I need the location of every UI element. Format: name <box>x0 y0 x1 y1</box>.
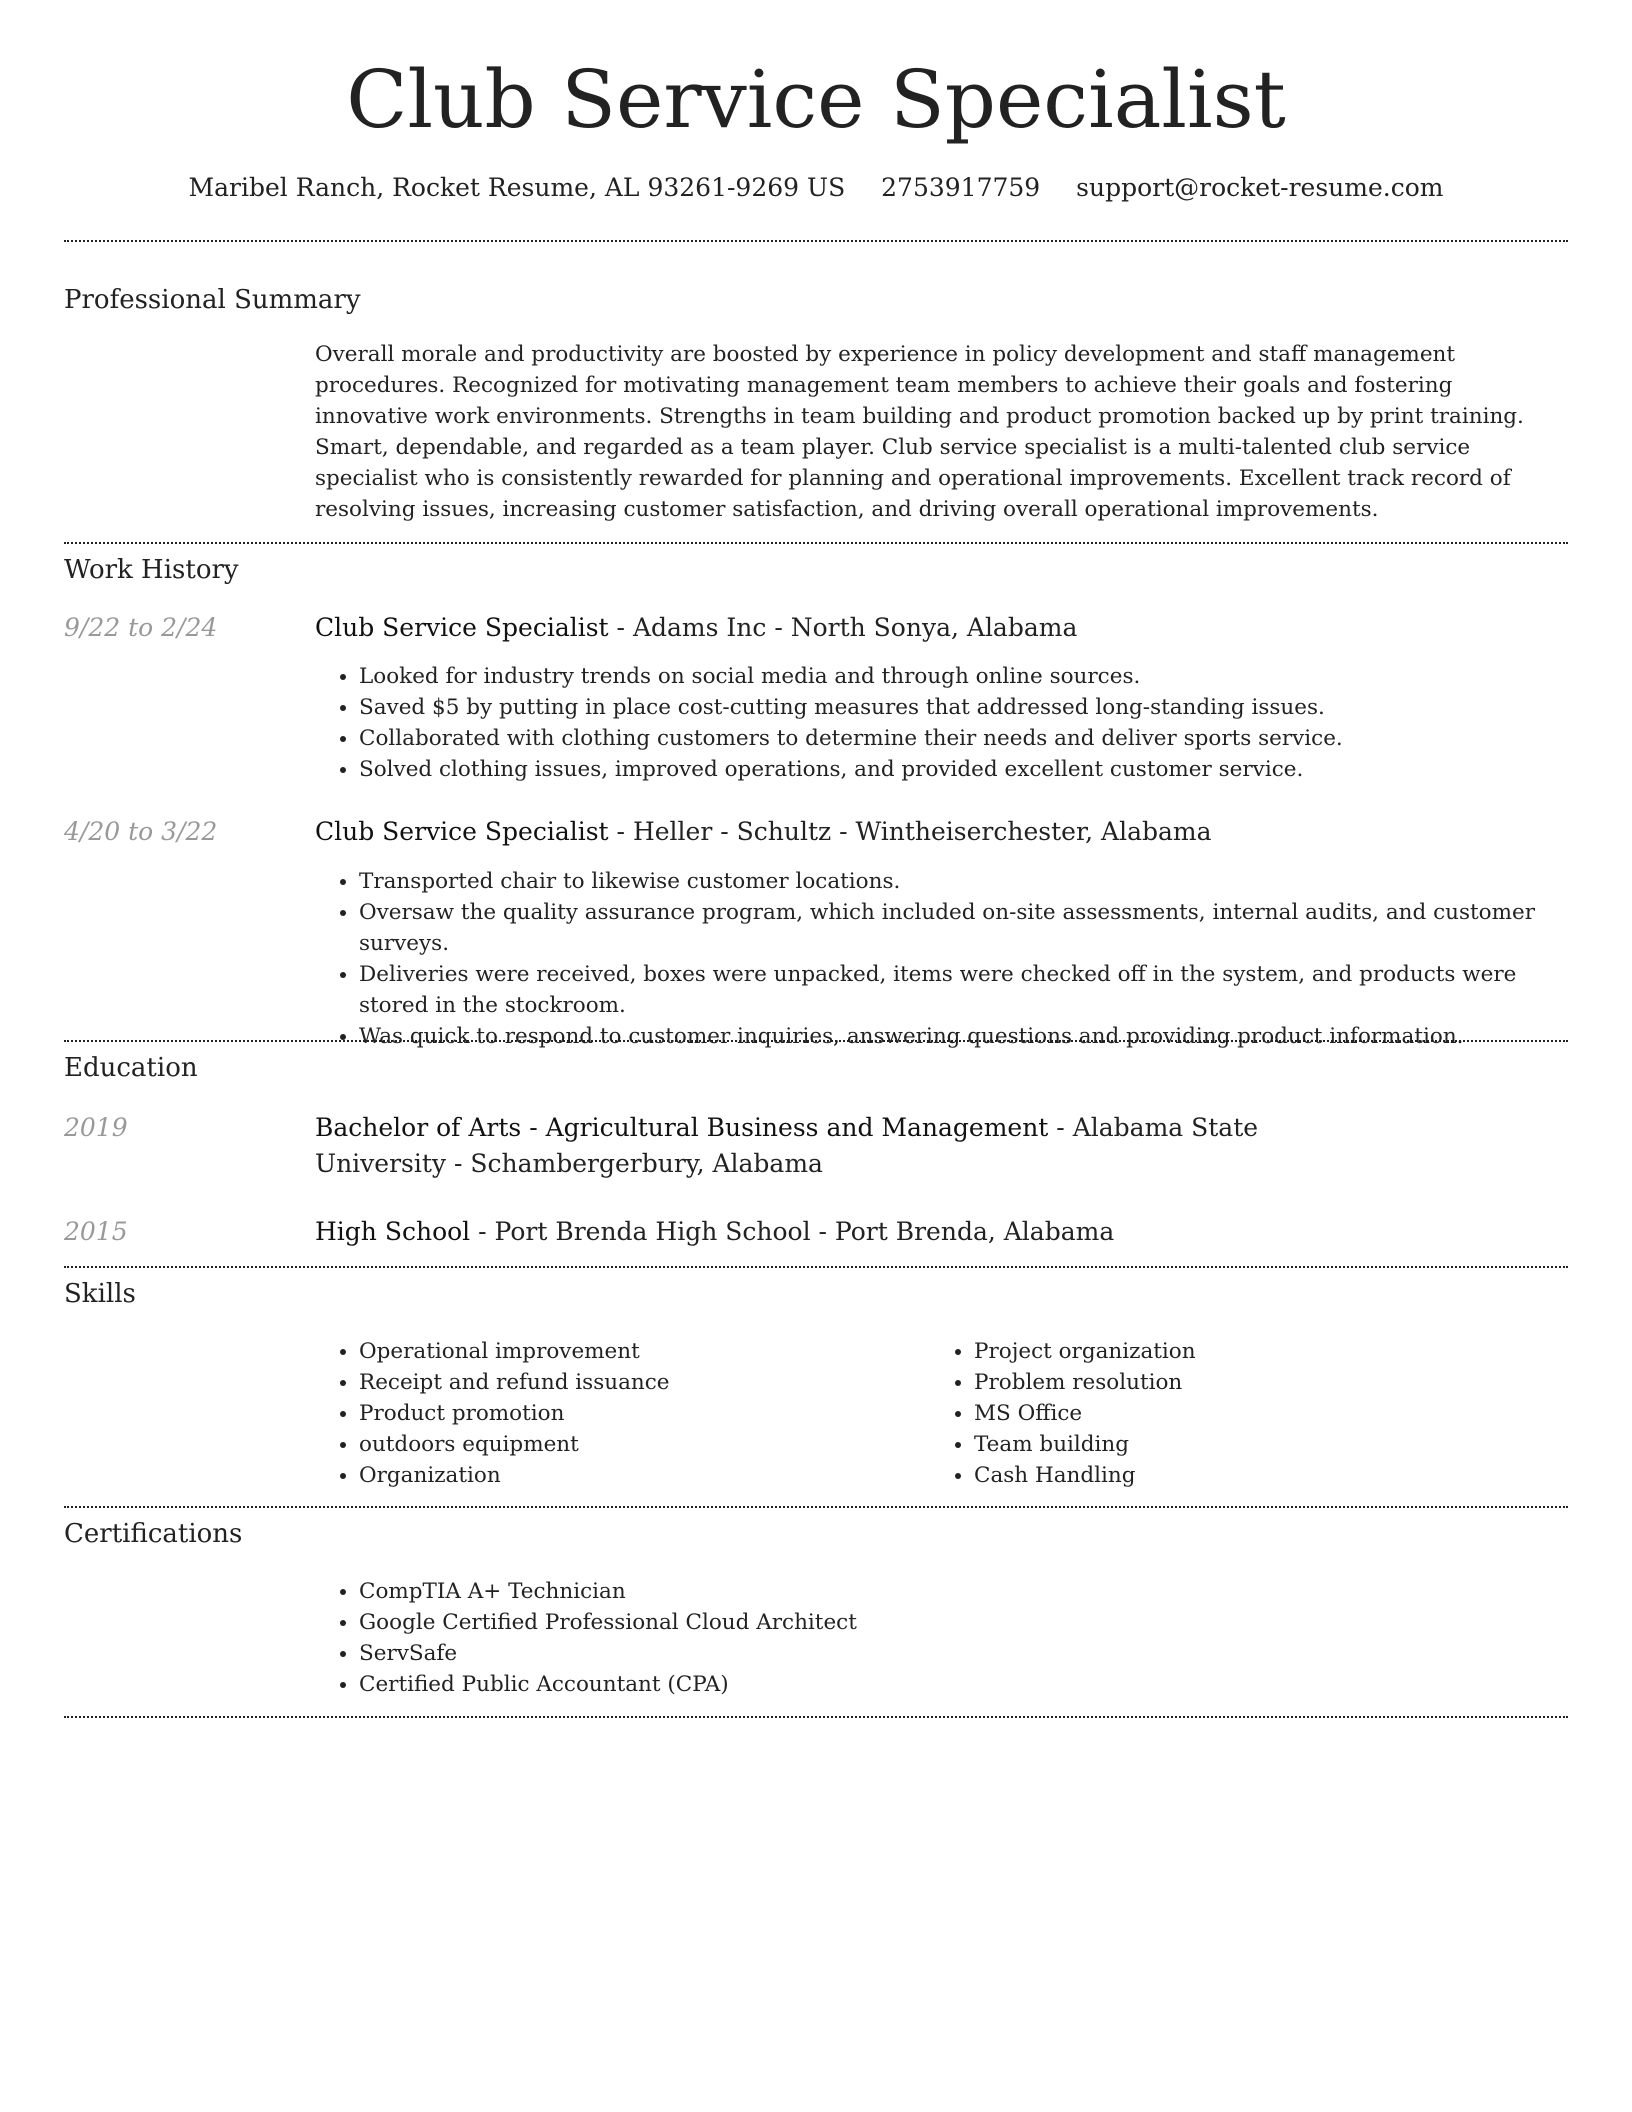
skill-item: • Product promotion <box>359 1398 915 1429</box>
education-degree: High School <box>315 1217 471 1246</box>
skill-item: • Receipt and refund issuance <box>359 1367 915 1398</box>
job-title <box>315 814 1568 850</box>
certifications-list <box>315 1576 1568 1700</box>
skills-column-right <box>930 1336 1530 1491</box>
contact-phone: 2753917759 <box>881 173 1041 202</box>
job-bullets <box>315 661 1568 785</box>
list-item: • Deliveries were received, boxes were unpacked, items were checked off in the system, and products were stored in the stockroom. <box>359 959 1568 1021</box>
skill-item: • Operational improvement <box>359 1336 915 1367</box>
section-title-certifications: Certifications <box>64 1519 243 1549</box>
certification-item: • Certified Public Accountant (CPA) <box>359 1669 1568 1700</box>
certification-item: • CompTIA A+ Technician <box>359 1576 1568 1607</box>
contact-email[interactable]: support@rocket-resume.com <box>1076 173 1444 202</box>
skill-item: • Team building <box>974 1429 1530 1460</box>
job-bullets <box>315 866 1568 1052</box>
contact-line <box>64 170 1568 206</box>
list-item: • Transported chair to likewise customer locations. <box>359 866 1568 897</box>
summary-block <box>315 339 1568 525</box>
list-item: • Saved $5 by putting in place cost-cutting measures that addressed long-standing issues. <box>359 692 1568 723</box>
skill-item: • Organization <box>359 1460 915 1491</box>
job-employer: - Heller - Schultz - Wintheiserchester, Alabama <box>608 817 1212 846</box>
education-school: - Port Brenda High School - Port Brenda, Alabama <box>470 1217 1115 1246</box>
list-item: • Collaborated with clothing customers to determine their needs and deliver sports service. <box>359 723 1568 754</box>
list-item: • Solved clothing issues, improved operations, and provided excellent customer service. <box>359 754 1568 785</box>
divider <box>64 1506 1568 1508</box>
job-dates: 4/20 to 3/22 <box>64 817 218 846</box>
job-title <box>315 610 1568 646</box>
skill-item: • MS Office <box>974 1398 1530 1429</box>
list-item: • Looked for industry trends on social media and through online sources. <box>359 661 1568 692</box>
education-entry <box>315 1214 1568 1250</box>
skill-item: • Problem resolution <box>974 1367 1530 1398</box>
divider <box>64 1040 1568 1042</box>
section-title-education: Education <box>64 1053 198 1083</box>
contact-address: Maribel Ranch, Rocket Resume, AL 93261-9269 US <box>188 173 846 202</box>
list-item: • Oversaw the quality assurance program, which included on-site assessments, internal audits, and customer surveys. <box>359 897 1568 959</box>
education-entry <box>315 1110 1355 1182</box>
section-title-skills: Skills <box>64 1279 136 1309</box>
list-item: • Was quick to respond to customer inquiries, answering questions and providing product information. <box>359 1021 1568 1052</box>
education-year: 2019 <box>64 1113 128 1142</box>
job-role: Club Service Specialist <box>315 817 609 846</box>
divider <box>64 1716 1568 1718</box>
divider <box>64 542 1568 544</box>
divider <box>64 240 1568 242</box>
skill-item: • outdoors equipment <box>359 1429 915 1460</box>
skills-column-left <box>315 1336 915 1491</box>
job-role: Club Service Specialist <box>315 613 609 642</box>
certification-item: • Google Certified Professional Cloud Architect <box>359 1607 1568 1638</box>
section-title-work-history: Work History <box>64 555 239 585</box>
certification-item: • ServSafe <box>359 1638 1568 1669</box>
skill-item: • Project organization <box>974 1336 1530 1367</box>
resume-name: Club Service Specialist <box>346 53 1286 146</box>
job-dates: 9/22 to 2/24 <box>64 613 218 642</box>
skill-item: • Cash Handling <box>974 1460 1530 1491</box>
job-employer: - Adams Inc - North Sonya, Alabama <box>608 613 1078 642</box>
section-title-summary: Professional Summary <box>64 285 361 315</box>
education-degree: Bachelor of Arts - Agricultural Business and Management <box>315 1113 1049 1142</box>
summary-text: Overall morale and productivity are boosted by experience in policy development and staff management procedures. Recognized for motivating management team members to achieve their goals and fostering innovative work environments. Strengths in team building and product promotion backed up by print training. Smart, dependable, and regarded as a team player. Club service specialist is a multi-talented club service specialist who is consistently rewarded for planning and operational improvements. Excellent track record of resolving issues, increasing customer satisfaction, and driving overall operational improvements. <box>315 342 1524 522</box>
education-year: 2015 <box>64 1217 128 1246</box>
divider <box>64 1266 1568 1268</box>
education-school: - Alabama State University - Schambergerbury, Alabama <box>315 1113 1259 1178</box>
